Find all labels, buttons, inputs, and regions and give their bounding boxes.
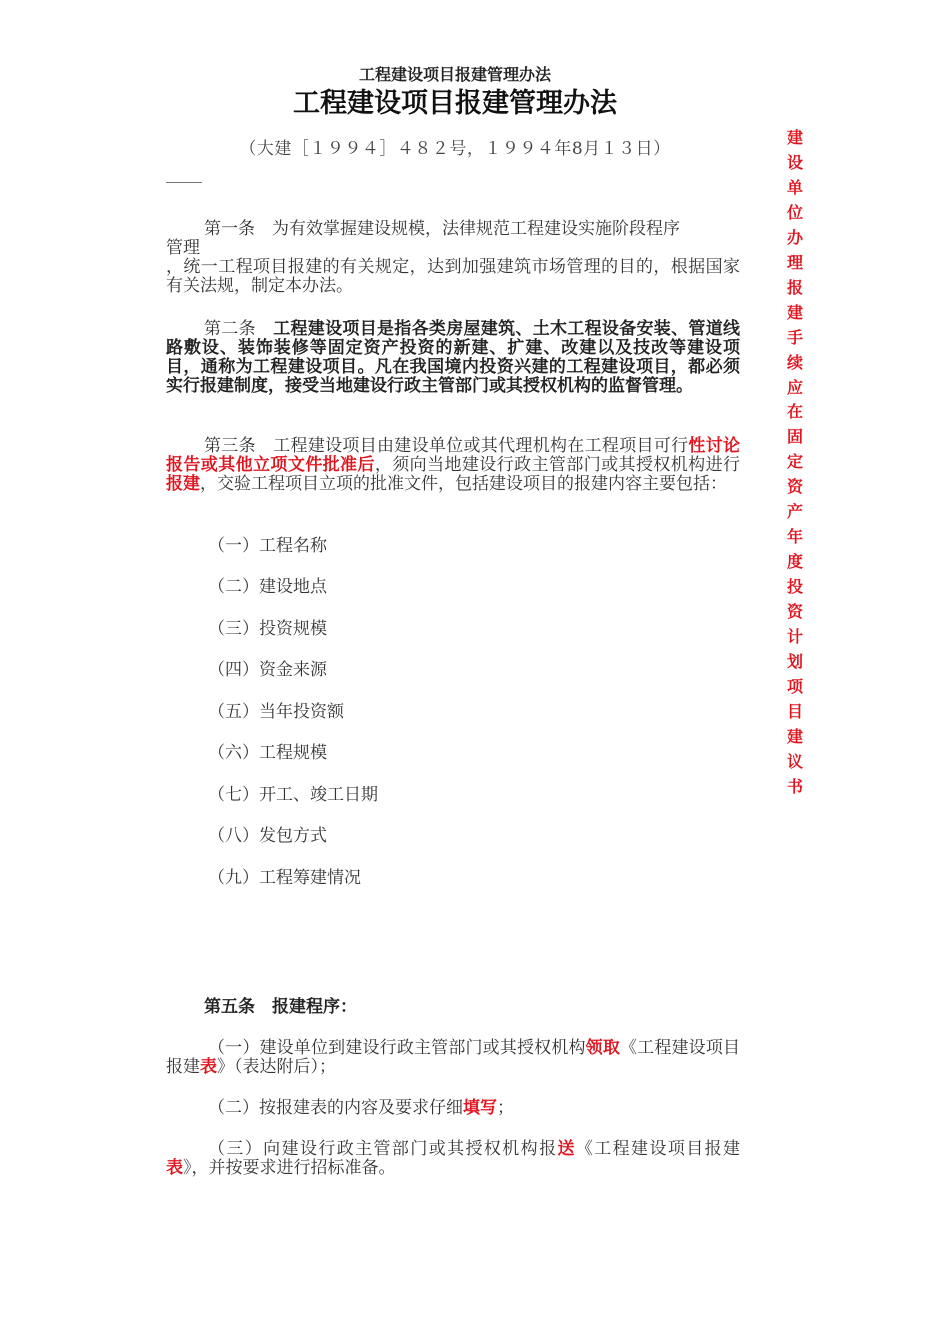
article-5-heading: 第五条 报建程序：: [204, 997, 357, 1017]
article-1-rest: ，统一工程项目报建的有关规定，达到加强建筑市场管理的目的，根据国家有关法规，制定本办法。: [166, 257, 740, 296]
step-1-highlight-1: 领取: [585, 1038, 621, 1058]
article-3-highlight-2: 报建: [166, 474, 200, 494]
article-5-step-2: [166, 1099, 740, 1118]
article-2-label: 第二条: [204, 319, 274, 339]
article-3-part-1: 第三条 工程建设项目由建设单位或其代理机构在工程项目可行: [204, 436, 689, 456]
step-1-highlight-2: 表: [200, 1057, 217, 1077]
list-item: （五）当年投资额: [208, 702, 344, 722]
list-item: （八）发包方式: [208, 826, 327, 846]
list-item: （二）建设地点: [208, 577, 327, 597]
step-1-part-2: 《工程建设项目报建: [166, 1038, 741, 1077]
side-annotation: 建设单位办理报建手续应在固定资产年度投资计划项目建议书: [786, 128, 803, 796]
list-item: （三）投资规模: [208, 619, 327, 639]
step-3-highlight-2: 表: [166, 1158, 183, 1178]
article-5-step-1: [166, 1039, 740, 1077]
list-item: （七）开工、竣工日期: [208, 785, 378, 805]
step-2-part-1: （二）按报建表的内容及要求仔细: [208, 1098, 463, 1118]
article-2: [166, 320, 740, 396]
list-item: （六）工程规模: [208, 743, 327, 763]
article-1-line-2: 管理: [166, 238, 200, 258]
step-1-part-1: （一）建设单位到建设行政主管部门或其授权机构: [208, 1038, 586, 1058]
list-item: （一）工程名称: [208, 536, 327, 556]
article-3-part-3: ，交验工程项目立项的批准文件，包括建设项目的报建内容主要包括：: [200, 474, 727, 494]
document-subtitle: （大建［１９９４］４８２号，１９９４年8月１３日）: [239, 139, 671, 159]
article-1: [166, 220, 740, 296]
step-3-highlight-1: 送: [557, 1139, 576, 1159]
document-title: 工程建设项目报建管理办法: [293, 88, 617, 119]
step-1-part-3: 》（表达附后）；: [217, 1057, 336, 1077]
step-3-part-2: 《工程建设项目报建: [575, 1139, 741, 1159]
step-3-part-1: （三）向建设行政主管部门或其授权机构报: [208, 1139, 558, 1159]
header-title: 工程建设项目报建管理办法: [358, 65, 551, 84]
article-5-step-3: [166, 1140, 740, 1178]
article-2-body: 工程建设项目是指各类房屋建筑、土木工程设备安装、管道线路敷设、装饰装修等固定资产投资的新建、扩建、改建以及技改等建设项目，通称为工程建设项目。凡在我国境内投资兴建的工程建设项目，都必须实行报建制度，接受当地建设行政主管部门或其授权机构的监督管理。: [166, 319, 741, 396]
divider: [166, 182, 202, 183]
step-3-part-3: 》，并按要求进行招标准备。: [183, 1158, 396, 1178]
article-1-line-1: 第一条 为有效掌握建设规模，法律规范工程建设实施阶段程序: [204, 219, 680, 239]
article-3-highlight-1: 性讨论报告或其他立项文件批准后: [166, 436, 741, 475]
step-2-part-2: ；: [497, 1098, 514, 1118]
article-3-part-2: ，须向当地建设行政主管部门或其授权机构进行: [374, 455, 740, 475]
list-item: （四）资金来源: [208, 660, 327, 680]
list-item: （九）工程筹建情况: [208, 868, 361, 888]
article-3: [166, 437, 740, 494]
step-2-highlight-1: 填写: [463, 1098, 497, 1118]
